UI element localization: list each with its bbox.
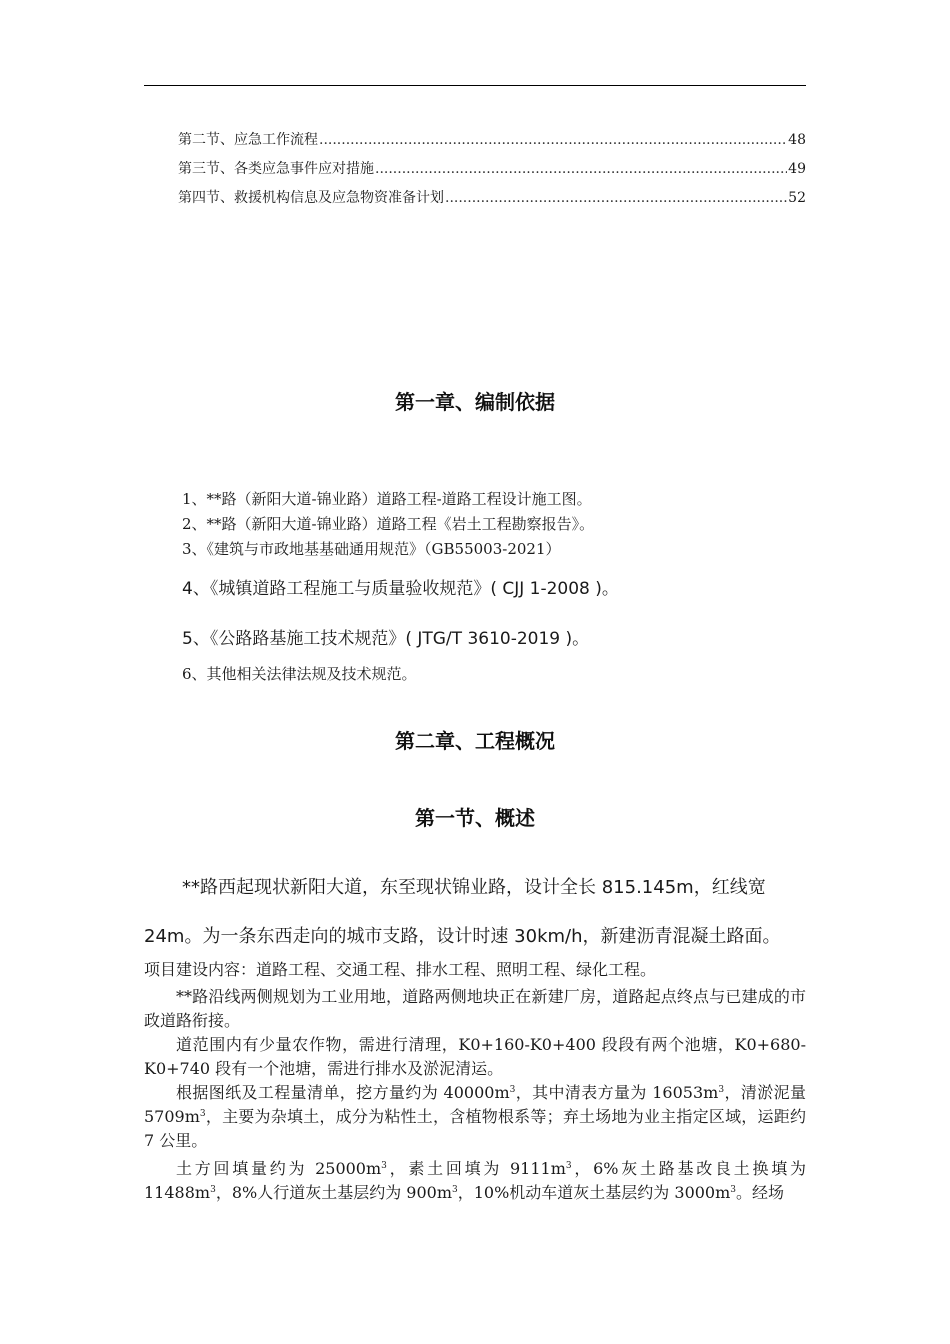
header-rule xyxy=(144,85,806,86)
paragraph: **路沿线两侧规划为工业用地，道路两侧地块正在新建厂房，道路起点终点与已建成的市政道路衔接。 xyxy=(144,987,806,1030)
toc-page: 52 xyxy=(788,190,806,206)
toc-title: 第四节、救援机构信息及应急物资准备计划 xyxy=(178,190,444,206)
section1-title: 第一节、概述 xyxy=(415,806,535,830)
content-line: 项目建设内容：道路工程、交通工程、排水工程、照明工程、绿化工程。 xyxy=(144,960,657,979)
reference-item: 3、《建筑与市政地基基础通用规范》（GB55003-2021） xyxy=(182,540,561,558)
paragraph: 土方回填量约为 $25000m^3$，素土回填为 $9111m^3$，6%灰土路基改良土换填为 $11488m^3$，8%人行道灰土基层约为 $900m^3$，10%机动车道灰土基层约为 $3000m^3$。经场 xyxy=(144,1159,806,1202)
paragraph: 根据图纸及工程量清单，挖方量约为 $40000m^3$，其中清表方量为 $16053m^3$，清淤泥量 $5709m^3$，主要为杂填土，成分为粘性土，含植物根系等；弃土场地为业主指定区域，运距约 7 公里。 xyxy=(144,1083,806,1150)
toc-leader xyxy=(445,190,787,206)
toc-title: 第三节、各类应急事件应对措施 xyxy=(178,161,374,177)
reference-item: 1、**路（新阳大道-锦业路）道路工程-道路工程设计施工图。 xyxy=(182,490,592,508)
toc-leader xyxy=(319,132,787,148)
reference-item: 6、其他相关法律法规及技术规范。 xyxy=(182,665,417,683)
intro-line: 24m。为一条东西走向的城市支路，设计时速 30km/h，新建沥青混凝土路面。 xyxy=(144,926,781,947)
toc-entry[interactable] xyxy=(178,158,806,178)
toc-entry[interactable] xyxy=(178,129,806,149)
intro-line: **路西起现状新阳大道，东至现状锦业路，设计全长 815.145m，红线宽 xyxy=(182,877,766,898)
toc-page: 49 xyxy=(788,161,806,177)
reference-item: 4、《城镇道路工程施工与质量验收规范》( CJJ 1-2008 )。 xyxy=(182,579,619,599)
chapter2-title: 第二章、工程概况 xyxy=(395,729,555,753)
paragraph: 道范围内有少量农作物，需进行清理，K0+160-K0+400 段段有两个池塘，K0+680-K0+740 段有一个池塘，需进行排水及淤泥清运。 xyxy=(144,1035,806,1078)
toc-leader xyxy=(375,161,787,177)
toc-page: 48 xyxy=(788,132,806,148)
reference-item: 2、**路（新阳大道-锦业路）道路工程《岩土工程勘察报告》。 xyxy=(182,515,595,533)
chapter1-title: 第一章、编制依据 xyxy=(395,390,555,414)
toc-title: 第二节、应急工作流程 xyxy=(178,132,318,148)
reference-item: 5、《公路路基施工技术规范》( JTG/T 3610-2019 )。 xyxy=(182,629,590,649)
toc-entry[interactable] xyxy=(178,187,806,207)
